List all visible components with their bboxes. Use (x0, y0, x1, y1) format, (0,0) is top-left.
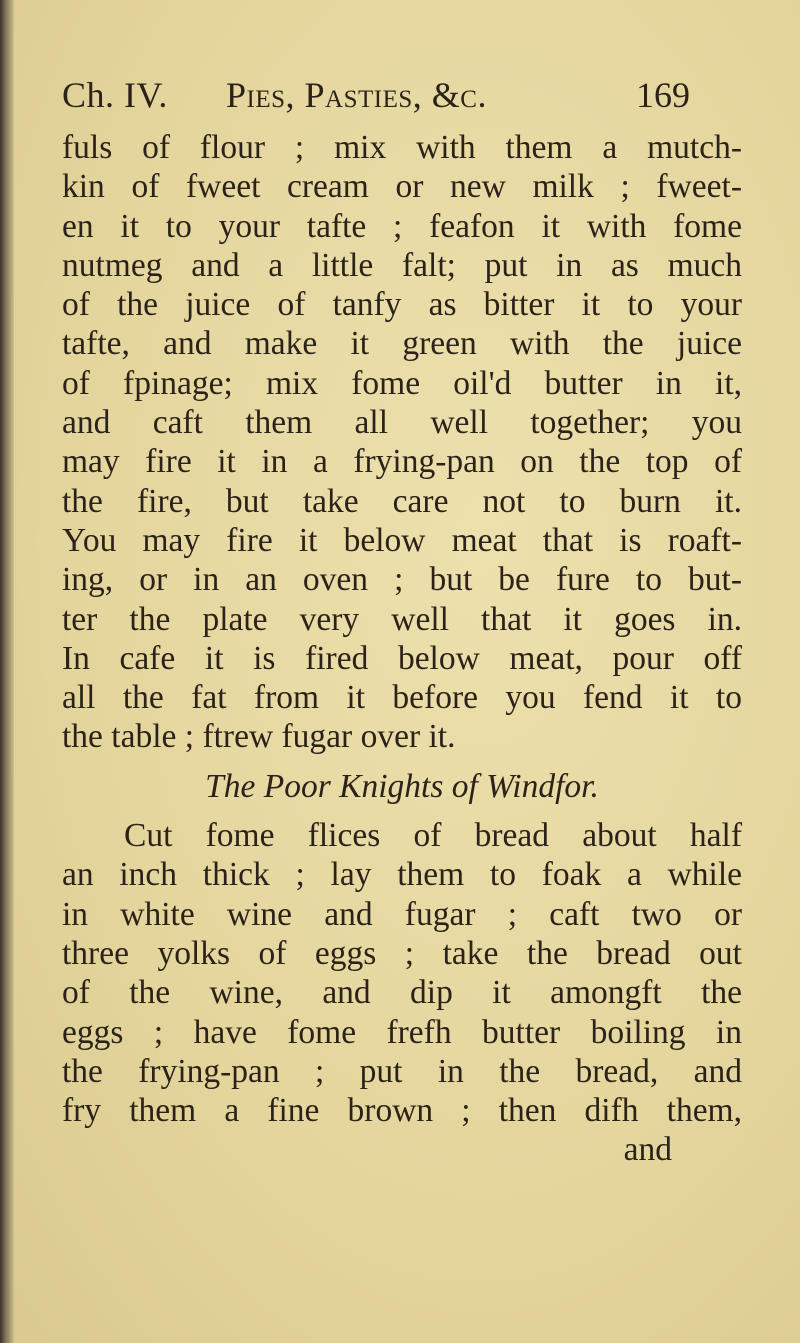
recipe-heading: The Poor Knights of Windfor. (205, 767, 599, 805)
running-title: Pies, Pasties, &c. (226, 75, 487, 115)
text-line: Cut fome flices of bread about half (124, 817, 742, 855)
text-line: tafte, and make it green with the juice (62, 325, 742, 363)
text-line: fry them a fine brown ; then difh them, (62, 1092, 742, 1130)
text-line: an inch thick ; lay them to foak a while (62, 856, 742, 894)
text-line: the frying-pan ; put in the bread, and (62, 1052, 742, 1090)
text-line: nutmeg and a little falt; put in as much (62, 246, 742, 284)
page-text (62, 128, 742, 1170)
page-spine-shadow (0, 0, 14, 1343)
text-line: kin of fweet cream or new milk ; fweet- (62, 168, 742, 206)
text-line: eggs ; have fome frefh butter boiling in (62, 1013, 742, 1051)
text-line: of the juice of tanfy as bitter it to your (62, 286, 742, 324)
text-line: en it to your tafte ; feafon it with fome (62, 207, 742, 245)
text-line: ing, or in an oven ; but be fure to but- (62, 561, 742, 599)
text-line: fuls of flour ; mix with them a mutch- (62, 129, 742, 166)
text-line: all the fat from it before you fend it to (62, 679, 742, 717)
text-line: of the wine, and dip it amongft the (62, 974, 742, 1012)
text-line: may fire it in a frying-pan on the top of (62, 443, 742, 481)
text-line: ter the plate very well that it goes in. (62, 600, 742, 638)
text-line: three yolks of eggs ; take the bread out (62, 934, 742, 972)
chapter-label: Ch. IV. (62, 75, 168, 115)
text-line: the table ; ftrew fugar over it. (62, 718, 456, 756)
text-line: of fpinage; mix fome oil'd butter in it, (62, 364, 742, 402)
page-number: 169 (636, 75, 690, 115)
text-line: You may fire it below meat that is roaft- (62, 521, 742, 559)
text-line: the fire, but take care not to burn it. (62, 482, 742, 520)
running-head (62, 70, 762, 120)
text-line: in white wine and fugar ; caft two or (62, 895, 742, 933)
text-line: In cafe it is fired below meat, pour off (62, 639, 742, 677)
text-line: and caft them all well together; you (62, 404, 742, 442)
catchword: and (623, 1131, 672, 1169)
